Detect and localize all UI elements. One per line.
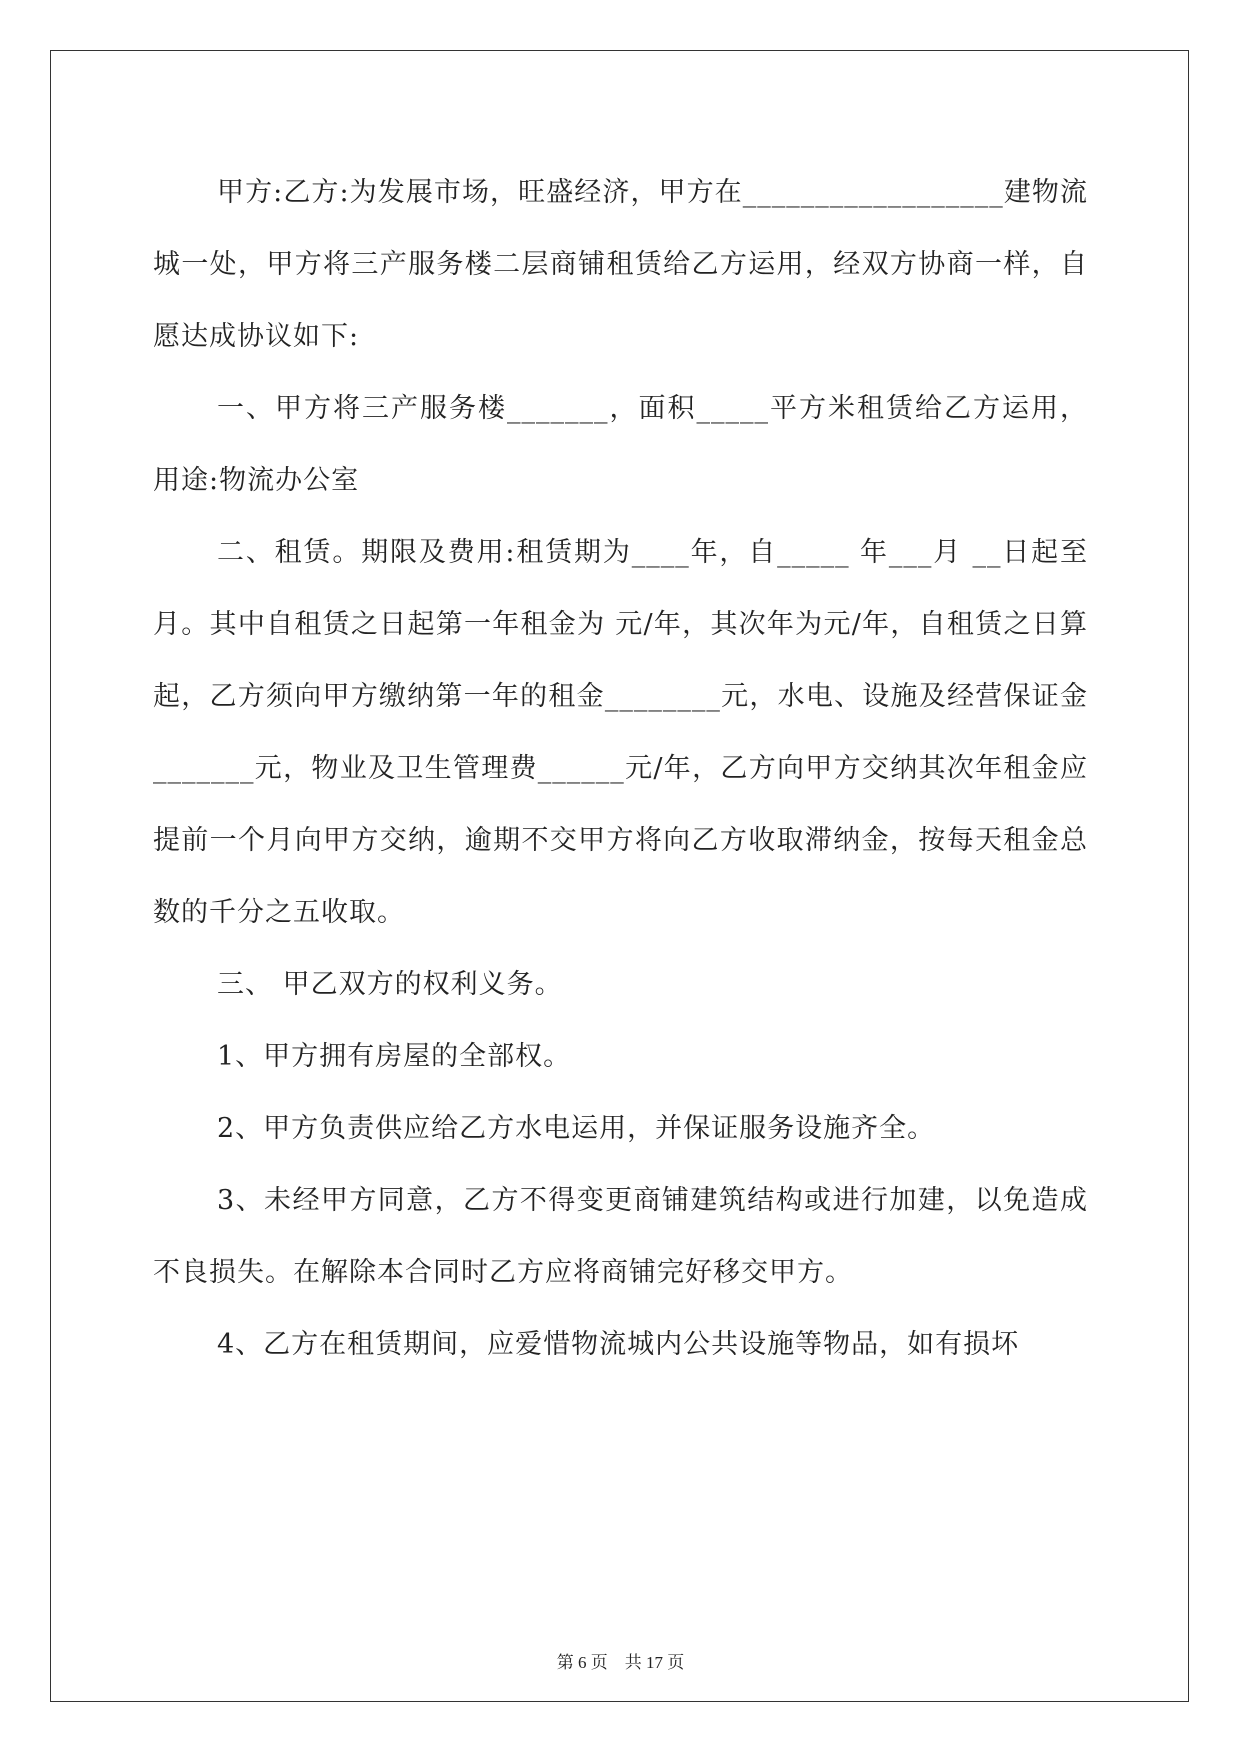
paragraph-item-2: 2、甲方负责供应给乙方水电运用，并保证服务设施齐全。	[217, 1113, 936, 1144]
paragraph-clause-2: 二、租赁。期限及费用:租赁期为____年，自_____ 年___月 __日起至月。其中自租赁之日起第一年租金为 元/年，其次年为元/年，自租赁之日算起，乙方须向甲方缴纳第一年的租金________元，水电、设施及经营保证金_______元，物业及卫生管理费______元/年，乙方向甲方交纳其次年租金应提前一个月向甲方交纳，逾期不交甲方将向乙方收取滞纳金，按每天租金总数的千分之五收取。	[153, 537, 1088, 928]
paragraph-intro: 甲方:乙方:为发展市场，旺盛经济，甲方在__________________建物流城一处，甲方将三产服务楼二层商铺租赁给乙方运用，经双方协商一样，自愿达成协议如下:	[153, 177, 1088, 352]
paragraph-item-3: 3、未经甲方同意，乙方不得变更商铺建筑结构或进行加建，以免造成不良损失。在解除本合同时乙方应将商铺完好移交甲方。	[153, 1185, 1088, 1288]
document-body	[153, 157, 1088, 1381]
paragraph-item-4: 4、乙方在租赁期间，应爱惜物流城内公共设施等物品，如有损坏	[217, 1329, 1020, 1360]
page-number: 第 6 页 共 17 页	[556, 1653, 685, 1672]
paragraph-clause-3: 三、 甲乙双方的权利义务。	[217, 969, 563, 1000]
paragraph-item-1: 1、甲方拥有房屋的全部权。	[217, 1041, 572, 1072]
paragraph-clause-1: 一、甲方将三产服务楼_______，面积_____平方米租赁给乙方运用，用途:物流办公室	[153, 393, 1088, 496]
